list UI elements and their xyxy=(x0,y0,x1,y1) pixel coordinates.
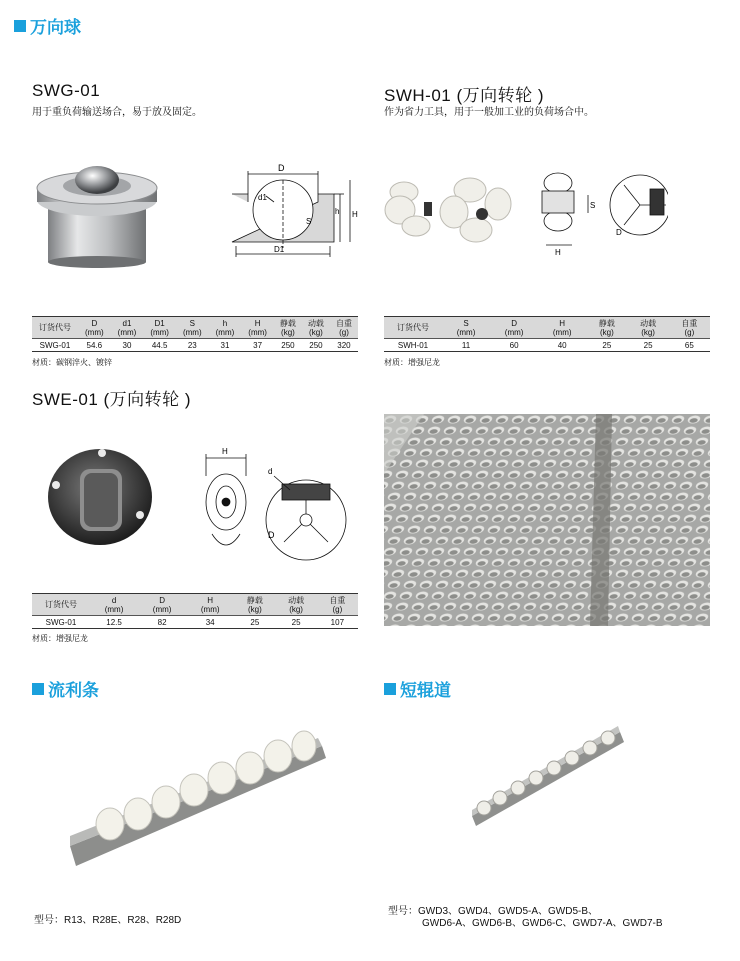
swg-dimension-drawing xyxy=(222,162,362,262)
swe-title: SWE-01 (万向转轮 ) xyxy=(32,390,192,409)
section-heading-short-roller xyxy=(384,676,451,701)
section-marker-icon xyxy=(32,683,44,695)
swe-dimension-drawing xyxy=(198,446,358,566)
dim-label-S: S xyxy=(590,201,596,210)
swg-ball-transfer-photo xyxy=(34,160,164,270)
swg-title: SWG-01 xyxy=(32,81,101,100)
short-roller-photo xyxy=(470,726,630,832)
dim-label-H: H xyxy=(555,248,561,257)
dim-label-H: H xyxy=(222,447,228,456)
section-title: 流利条 xyxy=(48,681,99,700)
dim-label-d1: d1 xyxy=(258,193,267,202)
conveyor-photo xyxy=(384,414,710,626)
dim-label-d: d xyxy=(268,467,273,476)
swe-material: 材质：增强尼龙 xyxy=(32,634,88,643)
swg-description: 用于重负荷输送场合，易于放及固定。 xyxy=(32,107,202,118)
dim-label-D1: D1 xyxy=(274,245,285,254)
roller-track-photo xyxy=(60,728,330,870)
swg-material: 材质：碳钢淬火、镀锌 xyxy=(32,358,112,367)
table-header-row: 订货代号 S (mm) D (mm) H (mm) 静载 (kg) 动载 (kg) 自重 (g) xyxy=(384,317,710,339)
section-title: 万向球 xyxy=(30,18,81,37)
swh-description: 作为省力工具，用于一般加工业的负荷场合中。 xyxy=(384,107,594,118)
dim-label-D: D xyxy=(616,228,622,237)
table-row: SWH-01 11 60 40 25 25 65 xyxy=(384,339,710,352)
table-header-row: 订货代号 d (mm) D (mm) H (mm) 静载 (kg) 动载 (kg) 自重 (g) xyxy=(32,594,358,616)
swh-title: SWH-01 (万向转轮 ) xyxy=(384,86,544,105)
swe-spec-table xyxy=(32,593,358,629)
section-marker-icon xyxy=(14,20,26,32)
section-heading-ball-transfer xyxy=(14,13,81,38)
table-header-row: 订货代号 D (mm) d1 (mm) D1 (mm) S (mm) h (mm) H (mm) 静载 (kg) 动载 (kg) 自重 (g) xyxy=(32,317,358,339)
short-roller-models-line1: 型号：GWD3、GWD4、GWD5-A、GWD5-B、 xyxy=(388,906,598,917)
section-heading-roller-track xyxy=(32,676,99,701)
swg-spec-table xyxy=(32,316,358,352)
dim-label-H: H xyxy=(352,210,358,219)
swe-wheel-photo xyxy=(42,445,162,555)
dim-label-D: D xyxy=(268,530,275,540)
short-roller-models-line2: GWD6-A、GWD6-B、GWD6-C、GWD7-A、GWD7-B xyxy=(422,918,663,929)
swh-dimension-drawing xyxy=(528,163,668,258)
table-row: SWG-01 54.6 30 44.5 23 31 37 250 250 320 xyxy=(32,339,358,352)
dim-label-S: S xyxy=(306,217,312,226)
dim-label-h: h xyxy=(335,207,340,216)
swh-material: 材质：增强尼龙 xyxy=(384,358,440,367)
dim-label-D: D xyxy=(278,163,285,173)
section-marker-icon xyxy=(384,683,396,695)
table-row: SWG-01 12.5 82 34 25 25 107 xyxy=(32,616,358,629)
swh-spec-table xyxy=(384,316,710,352)
swh-wheel-photo xyxy=(384,170,524,250)
section-title: 短辊道 xyxy=(400,681,451,700)
roller-track-models: 型号：R13、R28E、R28、R28D xyxy=(34,915,182,926)
